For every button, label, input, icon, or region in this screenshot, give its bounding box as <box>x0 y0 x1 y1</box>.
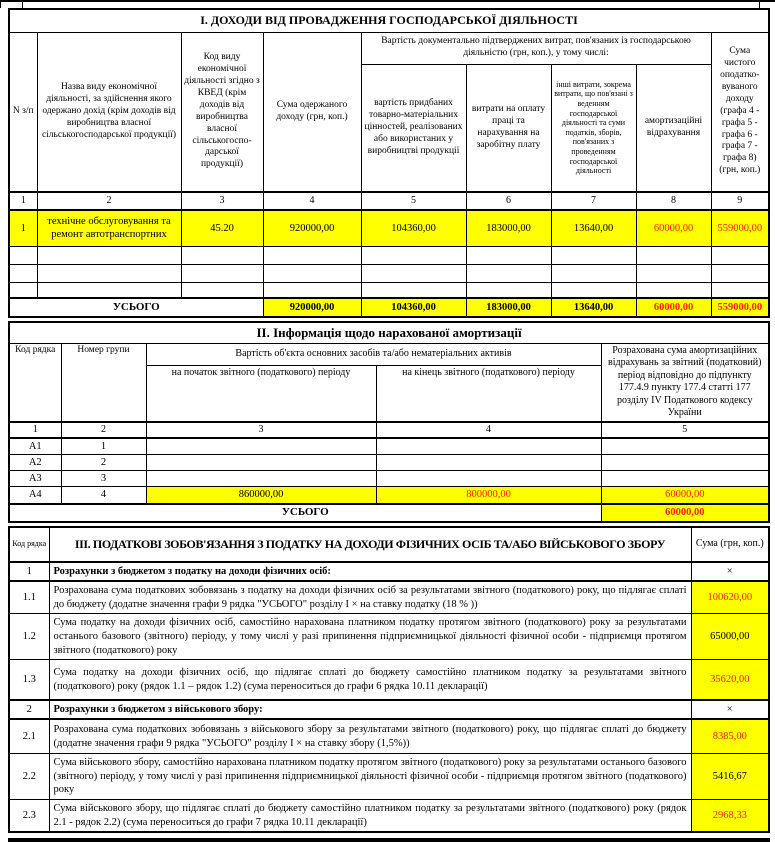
total-payroll-cell: 183000,00 <box>466 298 551 317</box>
row-text: Розрахована сума податкових зобовязань з військового збору за результатами звітного (податкового) року, що підлягає сплаті до бюджету (додатне значення графи 9 рядка "УСЬОГО" розділу І × на ставку збору (1,5%)) <box>49 719 691 753</box>
value-start-cell[interactable]: 860000,00 <box>146 487 376 504</box>
row-value-cell[interactable]: 8385,00 <box>691 719 769 753</box>
value-end-cell[interactable]: 800000,00 <box>376 487 601 504</box>
edge-line <box>759 2 760 8</box>
empty-cell <box>263 282 361 298</box>
row-text: Сума податку на доходи фізичних осіб, самостійно нарахована платником податку протягом звітного (податкового) року за результатами останього базового (звітного) періоду, у тому числі у разі припинення підприємницької діяльності фізичної особи - підприємця протягом звітного (податкового) року <box>49 614 691 660</box>
col-number: 1 <box>9 422 61 439</box>
row-value-cell: × <box>691 700 769 720</box>
row-text: Розрахунки з бюджетом з військового збору: <box>49 700 691 720</box>
empty-cell <box>466 282 551 298</box>
depreciation-amount-cell[interactable] <box>601 471 769 487</box>
header-sum: Сума (грн, коп.) <box>691 527 769 562</box>
edge-line <box>22 2 23 8</box>
depreciation-amount-cell[interactable] <box>601 438 769 455</box>
row-text: Розрахована сума податкових зобовязань з податку на доходи фізичних осіб за результатами звітного (податкового) року, що підлягає сплаті до бюджету (додатне значення графи 9 рядка "УСЬОГО" розділу І × на ставку податку (18 % )) <box>49 581 691 614</box>
empty-cell <box>551 246 636 264</box>
group-number-cell: 2 <box>61 455 146 471</box>
depreciation-row-A3 <box>9 471 769 487</box>
empty-cell <box>636 246 711 264</box>
empty-cell <box>636 282 711 298</box>
tax-row-2 <box>9 700 769 720</box>
income-total-row <box>9 298 769 317</box>
total-depreciation-cell: 60000,00 <box>601 504 769 522</box>
tax-row-2-2 <box>9 753 769 799</box>
row-number-cell: 1 <box>9 210 37 246</box>
col-number: 4 <box>376 422 601 439</box>
column-number-row <box>9 422 769 439</box>
empty-cell <box>361 282 466 298</box>
page-bottom-rule <box>8 838 770 842</box>
row-code-cell: А4 <box>9 487 61 504</box>
header-expenses-group: Вартість документально підтверджених витрат, пов'язаних із господарською діяльністю (грн, коп.), у тому числі: <box>361 32 711 64</box>
edge-line <box>0 2 1 8</box>
depreciation-row-A4 <box>9 487 769 504</box>
total-income-cell: 920000,00 <box>263 298 361 317</box>
group-number-cell: 4 <box>61 487 146 504</box>
header-activity: Назва виду економічної діяльності, за здійснення якого одержано дохід (крім доходів від виробництва власної сільськогосподарської продукції) <box>37 32 181 192</box>
empty-cell <box>263 246 361 264</box>
tax-row-1 <box>9 562 769 582</box>
col-number: 9 <box>711 192 769 210</box>
value-end-cell[interactable] <box>376 438 601 455</box>
depreciation-row-A2 <box>9 455 769 471</box>
row-code-cell: А1 <box>9 438 61 455</box>
empty-row <box>9 282 769 298</box>
total-label: УСЬОГО <box>9 298 263 317</box>
col-number: 1 <box>9 192 37 210</box>
empty-cell <box>636 264 711 282</box>
empty-cell <box>361 264 466 282</box>
empty-cell <box>711 246 769 264</box>
empty-cell <box>181 246 263 264</box>
empty-cell <box>181 264 263 282</box>
header-period-end: на кінець звітного (податкового) періоду <box>376 365 601 421</box>
row-code-cell: 1.3 <box>9 660 49 700</box>
depreciation-amount-cell[interactable]: 60000,00 <box>601 487 769 504</box>
income-cell[interactable]: 920000,00 <box>263 210 361 246</box>
tax-row-1-3 <box>9 660 769 700</box>
tax-row-2-1 <box>9 719 769 753</box>
empty-cell <box>9 264 37 282</box>
tax-row-1-1 <box>9 581 769 614</box>
income-row-1 <box>9 210 769 246</box>
activity-name-cell[interactable]: технічне обслуговування та ремонт автотранспортних <box>37 210 181 246</box>
empty-cell <box>551 282 636 298</box>
row-value-cell[interactable]: 2968,33 <box>691 799 769 832</box>
row-code-cell: 1.2 <box>9 614 49 660</box>
header-asset-value-group: Вартість об'єкта основних засобів та/або нематеріальних активів <box>146 343 601 365</box>
row-value-cell: × <box>691 562 769 582</box>
header-group-number: Номер групи <box>61 343 146 422</box>
col-number: 6 <box>466 192 551 210</box>
col-number: 5 <box>601 422 769 439</box>
row-value-cell[interactable]: 65000,00 <box>691 614 769 660</box>
empty-cell <box>181 282 263 298</box>
header-kved: Код виду економічної діяльності згідно з КВЕД (крім доходів від виробництва власної сільськогоспо-дарської продукції) <box>181 32 263 192</box>
row-text: Сума військового збору, самостійно нарахована платником податку протягом звітного (податкового) року за результатами останього базового (звітного) періоду, у тому числі у разі припинення підприємницької діяльності фізичної особи - підприємця протягом звітного (податкового) року <box>49 753 691 799</box>
empty-cell <box>37 246 181 264</box>
total-depreciation-cell: 60000,00 <box>636 298 711 317</box>
empty-cell <box>37 264 181 282</box>
row-code-cell: 2 <box>9 700 49 720</box>
empty-cell <box>466 264 551 282</box>
col-number: 2 <box>37 192 181 210</box>
row-code-cell: 1.1 <box>9 581 49 614</box>
previous-table-edge <box>0 0 775 8</box>
value-start-cell[interactable] <box>146 455 376 471</box>
row-code-cell: 1 <box>9 562 49 582</box>
header-other-expenses: інші витрати, зокрема витрати, що пов'язані з веденням господарської діяльності та суми податків, зборів, пов'язаних з проведенням господарської діяльності <box>551 64 636 192</box>
empty-cell <box>551 264 636 282</box>
depreciation-cell[interactable]: 60000,00 <box>636 210 711 246</box>
total-other-cell: 13640,00 <box>551 298 636 317</box>
value-start-cell[interactable] <box>146 471 376 487</box>
tax-row-1-2 <box>9 614 769 660</box>
empty-row <box>9 246 769 264</box>
total-label: УСЬОГО <box>9 504 601 522</box>
header-period-start: на початок звітного (податкового) періоду <box>146 365 376 421</box>
group-number-cell: 3 <box>61 471 146 487</box>
col-number: 5 <box>361 192 466 210</box>
row-value-cell[interactable]: 100620,00 <box>691 581 769 614</box>
section3-title: ІІІ. ПОДАТКОВІ ЗОБОВ'ЯЗАННЯ З ПОДАТКУ НА ДОХОДИ ФІЗИЧНИХ ОСІБ ТА/АБО ВІЙСЬКОВОГО ЗБОРУ <box>49 527 691 562</box>
header-net-income: Сума чистого оподатко-вуваного доходу (графа 4 - графа 5 - графа 6 - графа 7 - графа 8) (грн, коп.) <box>711 32 769 192</box>
header-calculated-depreciation: Розрахована сума амортизаційних відрахувань за звітний (податковий) період відповідно до підпункту 177.4.9 пункту 177.4 статті 177 розділу IV Податкового кодексу України <box>601 343 769 422</box>
row-code-cell: А2 <box>9 455 61 471</box>
header-depreciation: амортизаційні відрахування <box>636 64 711 192</box>
kved-cell[interactable]: 45.20 <box>181 210 263 246</box>
income-table <box>8 8 770 318</box>
col-number: 2 <box>61 422 146 439</box>
col-number: 8 <box>636 192 711 210</box>
goods-cost-cell[interactable]: 104360,00 <box>361 210 466 246</box>
col-number: 3 <box>181 192 263 210</box>
row-text: Сума податку на доходи фізичних осіб, що підлягає сплаті до бюджету самостійно платником податку за результатами звітного (податкового) року (рядок 1.1 – рядок 1.2) (сума переноситься до графи 6 рядка 10.11 декларації) <box>49 660 691 700</box>
empty-cell <box>9 282 37 298</box>
header-goods-cost: вартість придбаних товарно-матеріальних цінностей, реалізованих або використаних у виробництві продукції <box>361 64 466 192</box>
value-end-cell[interactable] <box>376 455 601 471</box>
row-code-cell: 2.1 <box>9 719 49 753</box>
empty-cell <box>361 246 466 264</box>
other-expenses-cell[interactable]: 13640,00 <box>551 210 636 246</box>
depreciation-total-row <box>9 504 769 522</box>
total-goods-cell: 104360,00 <box>361 298 466 317</box>
tax-row-2-3 <box>9 799 769 832</box>
section1-title: І. ДОХОДИ ВІД ПРОВАДЖЕННЯ ГОСПОДАРСЬКОЇ ДІЯЛЬНОСТІ <box>9 9 769 32</box>
row-code-cell: А3 <box>9 471 61 487</box>
empty-cell <box>711 282 769 298</box>
depreciation-amount-cell[interactable] <box>601 455 769 471</box>
empty-cell <box>711 264 769 282</box>
col-number: 7 <box>551 192 636 210</box>
tax-liabilities-table <box>8 526 770 834</box>
header-n: N з/п <box>9 32 37 192</box>
row-value-cell[interactable]: 35620,00 <box>691 660 769 700</box>
row-text: Сума військового збору, що підлягає сплаті до бюджету самостійно платником податку за результатами звітного (податкового) року (рядок 2.1 - рядок 2.2) (сума переноситься до графи 7 рядка 10.11 декларації) <box>49 799 691 832</box>
row-value-cell[interactable]: 5416,67 <box>691 753 769 799</box>
value-end-cell[interactable] <box>376 471 601 487</box>
depreciation-table <box>8 321 770 523</box>
total-net-cell: 559000,00 <box>711 298 769 317</box>
column-number-row <box>9 192 769 210</box>
value-start-cell[interactable] <box>146 438 376 455</box>
empty-cell <box>466 246 551 264</box>
row-code-cell: 2.3 <box>9 799 49 832</box>
section2-title: ІІ. Інформація щодо нарахованої амортизації <box>9 322 769 343</box>
empty-cell <box>263 264 361 282</box>
header-row-code: Код рядка <box>9 343 61 422</box>
empty-row <box>9 264 769 282</box>
row-code-cell: 2.2 <box>9 753 49 799</box>
col-number: 4 <box>263 192 361 210</box>
row-text: Розрахунки з бюджетом з податку на доходи фізичних осіб: <box>49 562 691 582</box>
header-income: Сума одержаного доходу (грн, коп.) <box>263 32 361 192</box>
group-number-cell: 1 <box>61 438 146 455</box>
header-row-code: Код рядка <box>9 527 49 562</box>
col-number: 3 <box>146 422 376 439</box>
empty-cell <box>37 282 181 298</box>
net-income-cell[interactable]: 559000,00 <box>711 210 769 246</box>
empty-cell <box>9 246 37 264</box>
header-payroll: витрати на оплату праці та нарахування на заробітну плату <box>466 64 551 192</box>
payroll-cell[interactable]: 183000,00 <box>466 210 551 246</box>
depreciation-row-A1 <box>9 438 769 455</box>
